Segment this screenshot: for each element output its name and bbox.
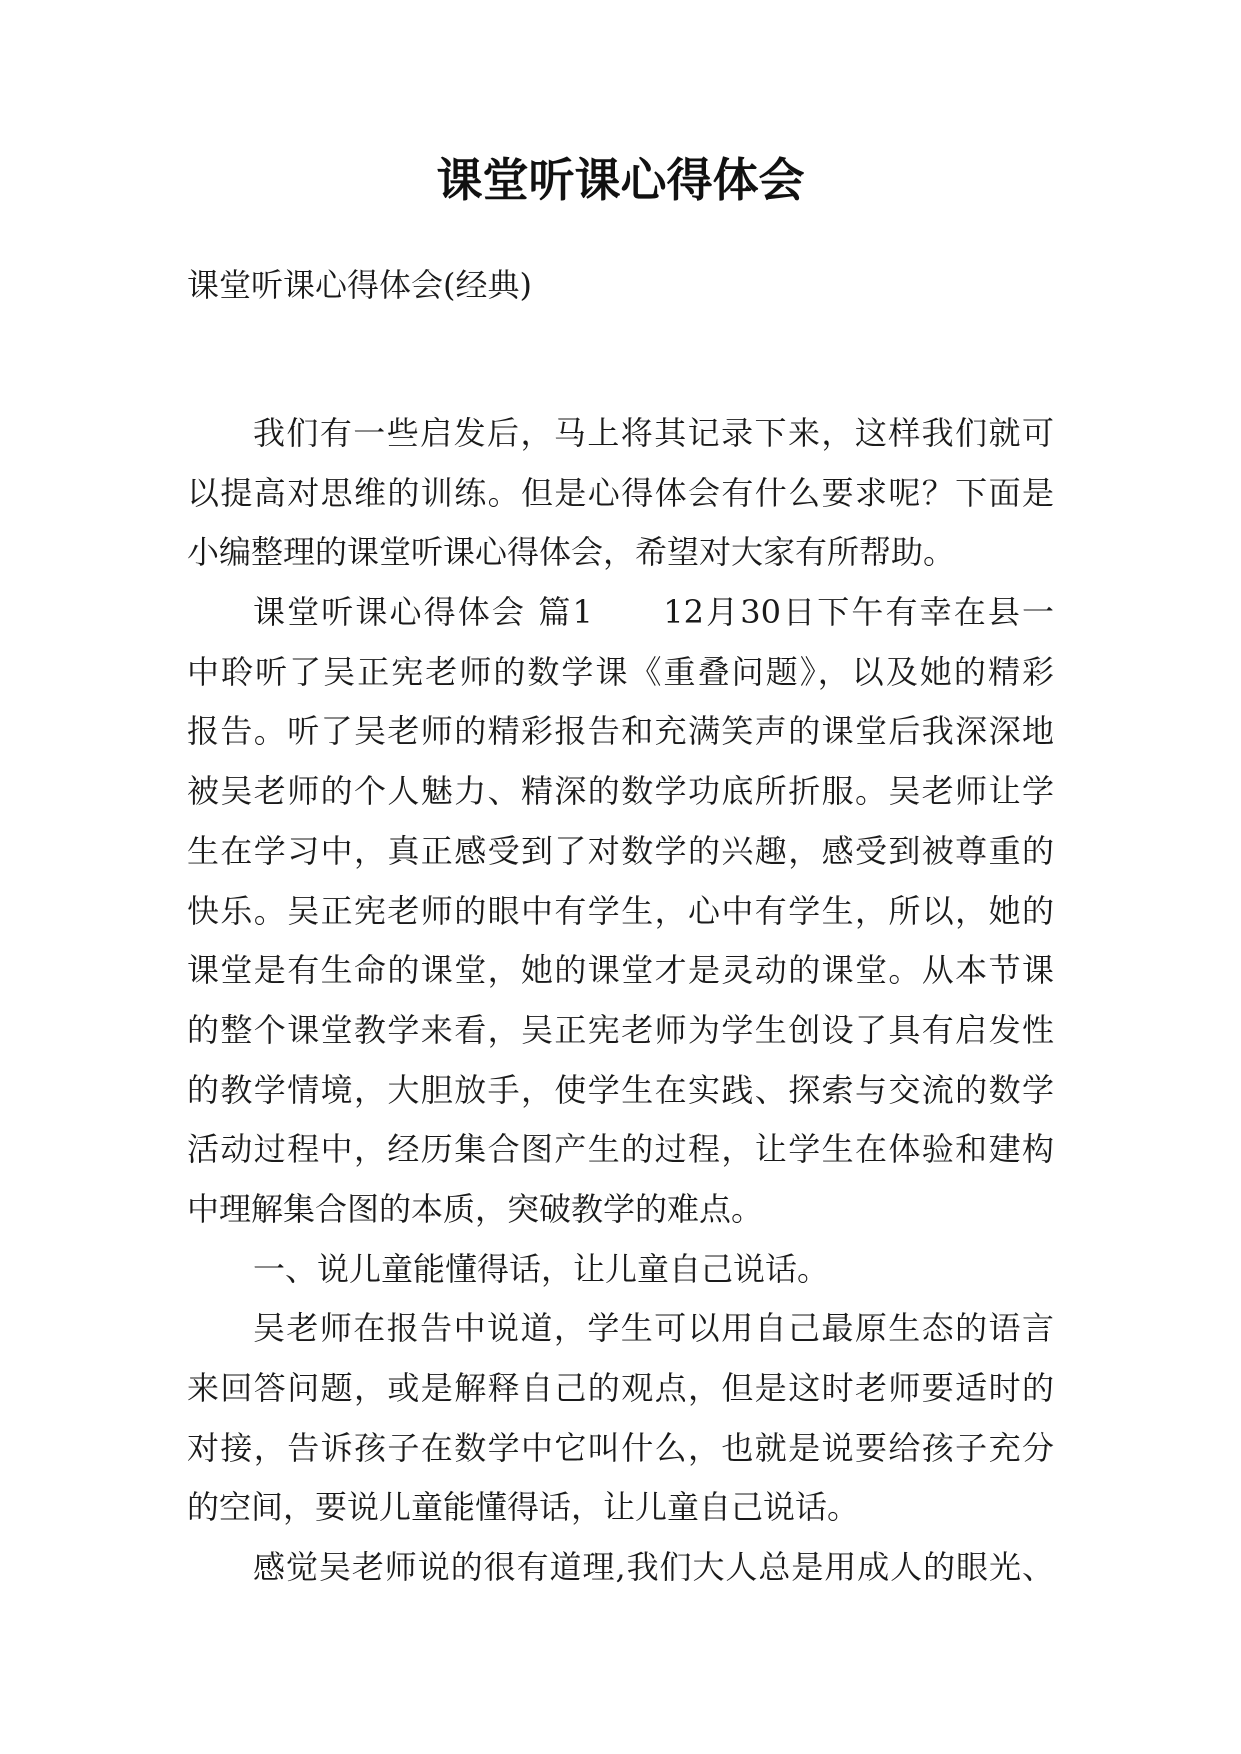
heading-line: 一、说儿童能懂得话，让儿童自己说话。 xyxy=(253,1249,830,1288)
paragraph-intro xyxy=(187,404,1054,583)
paragraph-line: 小编整理的课堂听课心得体会，希望对大家有所帮助。 xyxy=(187,533,956,572)
paragraph-line: 快乐。吴正宪老师的眼中有学生，心中有学生，所以，她的 xyxy=(187,891,1054,930)
paragraph-line: 活动过程中，经历集合图产生的过程，让学生在体验和建构 xyxy=(187,1130,1054,1169)
paragraph-line: 对接，告诉孩子在数学中它叫什么，也就是说要给孩子充分 xyxy=(187,1428,1054,1467)
paragraph-line: 中聆听了吴正宪老师的数学课《重叠问题》，以及她的精彩 xyxy=(187,652,1054,691)
paragraph-line: 中理解集合图的本质，突破教学的难点。 xyxy=(187,1189,764,1228)
paragraph-line: 的空间，要说儿童能懂得话，让儿童自己说话。 xyxy=(187,1488,860,1527)
document-subtitle: 课堂听课心得体会(经典) xyxy=(187,266,532,304)
paragraph-line: 的整个课堂教学来看，吴正宪老师为学生创设了具有启发性 xyxy=(187,1010,1054,1049)
document-body xyxy=(187,404,1054,1598)
paragraph-line: 生在学习中，真正感受到了对数学的兴趣，感受到被尊重的 xyxy=(187,831,1054,870)
paragraph-line: 课堂是有生命的课堂，她的课堂才是灵动的课堂。从本节课 xyxy=(187,951,1054,990)
section-heading xyxy=(187,1240,1054,1300)
paragraph-reflection xyxy=(187,1538,1054,1598)
paragraph-line: 来回答问题，或是解释自己的观点，但是这时老师要适时的 xyxy=(187,1369,1054,1407)
paragraph-line: 课堂听课心得体会 篇1 12月30日下午有幸在县一 xyxy=(253,593,1054,632)
paragraph-part-1 xyxy=(187,583,1054,1240)
paragraph-line: 以提高对思维的训练。但是心得体会有什么要求呢？下面是 xyxy=(187,473,1054,512)
paragraph-line: 吴老师在报告中说道，学生可以用自己最原生态的语言 xyxy=(253,1309,1054,1348)
paragraph-line: 被吴老师的个人魅力、精深的数学功底所折服。吴老师让学 xyxy=(187,772,1054,811)
paragraph-line: 的教学情境，大胆放手，使学生在实践、探索与交流的数学 xyxy=(187,1070,1054,1109)
paragraph-report xyxy=(187,1299,1054,1538)
paragraph-line: 感觉吴老师说的很有道理,我们大人总是用成人的眼光、 xyxy=(253,1548,1054,1587)
document-title: 课堂听课心得体会 xyxy=(436,153,805,207)
paragraph-line: 我们有一些启发后，马上将其记录下来，这样我们就可 xyxy=(253,414,1054,452)
paragraph-line: 报告。听了吴老师的精彩报告和充满笑声的课堂后我深深地 xyxy=(187,712,1054,751)
